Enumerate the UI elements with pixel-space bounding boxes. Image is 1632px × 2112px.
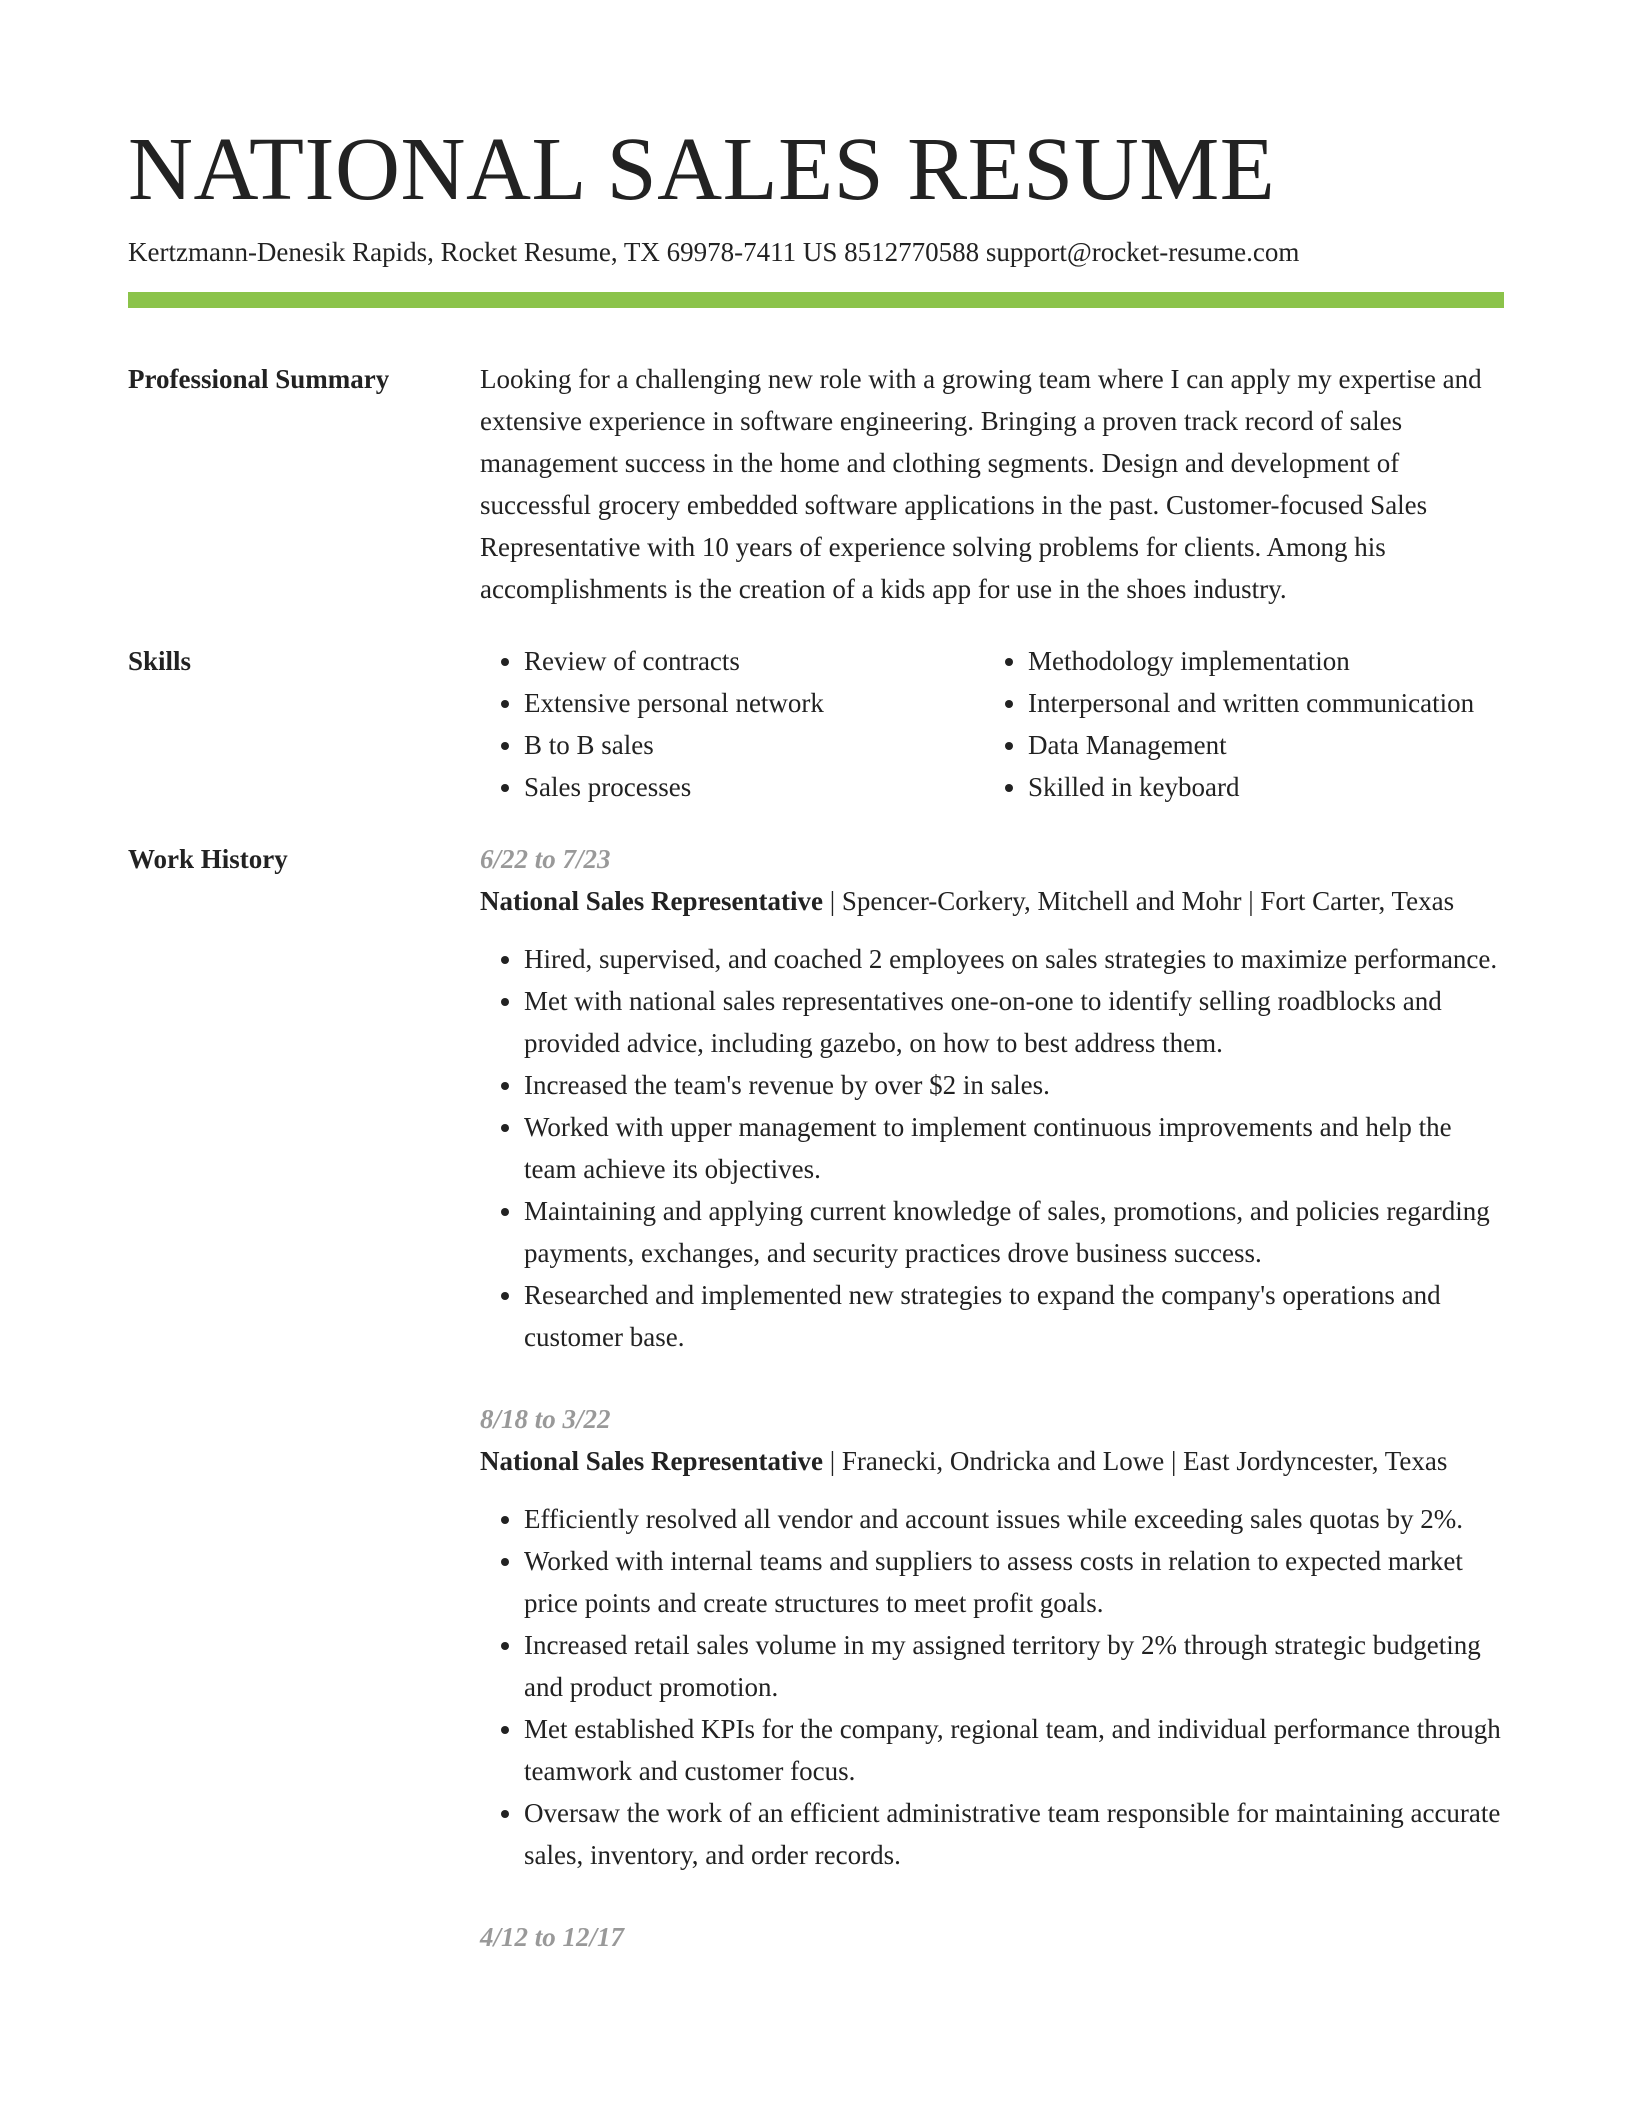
job-title: National Sales Representative xyxy=(480,1446,823,1476)
job-heading xyxy=(480,1440,1504,1482)
contact-line: Kertzmann-Denesik Rapids, Rocket Resume, TX 69978-7411 US 8512770588 support@rocket-resume.com xyxy=(128,237,1300,267)
job-heading xyxy=(480,880,1504,922)
skills-section xyxy=(128,640,1504,808)
job-separator: | xyxy=(822,1446,842,1476)
section-label-summary: Professional Summary xyxy=(128,364,390,394)
job-bullet: • Hired, supervised, and coached 2 employees on sales strategies to maximize performance. xyxy=(524,938,1504,980)
skill-item: • B to B sales xyxy=(524,724,984,766)
section-label-work-history: Work History xyxy=(128,844,288,874)
job-dates: 8/18 to 3/22 xyxy=(480,1404,611,1434)
skills-column-left xyxy=(480,640,984,808)
skill-item: • Data Management xyxy=(1028,724,1474,766)
job-bullet: • Maintaining and applying current knowledge of sales, promotions, and policies regarding payments, exchanges, and security practices drove business success. xyxy=(524,1190,1504,1274)
professional-summary-section xyxy=(128,358,1504,610)
skill-item: • Interpersonal and written communication xyxy=(1028,682,1474,724)
job-bullet: • Met established KPIs for the company, regional team, and individual performance through teamwork and customer focus. xyxy=(524,1708,1504,1792)
job-dates: 4/12 to 12/17 xyxy=(480,1922,625,1952)
job-bullets xyxy=(480,1498,1504,1876)
job-details: Franecki, Ondricka and Lowe | East Jordyncester, Texas xyxy=(841,1446,1448,1476)
header-divider xyxy=(128,292,1504,308)
job-details: Spencer-Corkery, Mitchell and Mohr | Fort Carter, Texas xyxy=(841,886,1455,916)
job-title: National Sales Representative xyxy=(480,886,823,916)
resume-page xyxy=(128,118,1504,1998)
job-bullet: • Researched and implemented new strategies to expand the company's operations and customer base. xyxy=(524,1274,1504,1358)
skill-item: • Methodology implementation xyxy=(1028,640,1474,682)
skill-item: • Sales processes xyxy=(524,766,984,808)
summary-text: Looking for a challenging new role with a growing team where I can apply my expertise and extensive experience in software engineering. Bringing a proven track record of sales management success in the home and clothing segments. Design and development of successful grocery embedded software applications in the past. Customer-focused Sales Representative with 10 years of experience solving problems for clients. Among his accomplishments is the creation of a kids app for use in the shoes industry. xyxy=(480,364,1482,604)
skill-item: • Review of contracts xyxy=(524,640,984,682)
job-dates: 6/22 to 7/23 xyxy=(480,844,611,874)
skill-item: • Extensive personal network xyxy=(524,682,984,724)
job-bullet: • Worked with upper management to implement continuous improvements and help the team achieve its objectives. xyxy=(524,1106,1504,1190)
job-separator: | xyxy=(822,886,842,916)
job-bullet: • Oversaw the work of an efficient administrative team responsible for maintaining accurate sales, inventory, and order records. xyxy=(524,1792,1504,1876)
section-label-skills: Skills xyxy=(128,646,192,676)
job-bullets xyxy=(480,938,1504,1358)
job-entry xyxy=(480,1398,1504,1876)
job-entry xyxy=(480,838,1504,1358)
job-bullet: • Worked with internal teams and suppliers to assess costs in relation to expected market price points and create structures to meet profit goals. xyxy=(524,1540,1504,1624)
job-bullet: • Increased retail sales volume in my assigned territory by 2% through strategic budgeting and product promotion. xyxy=(524,1624,1504,1708)
skill-item: • Skilled in keyboard xyxy=(1028,766,1474,808)
job-bullet: • Met with national sales representatives one-on-one to identify selling roadblocks and provided advice, including gazebo, on how to best address them. xyxy=(524,980,1504,1064)
job-bullet: • Increased the team's revenue by over $2 in sales. xyxy=(524,1064,1504,1106)
resume-title: NATIONAL SALES RESUME xyxy=(128,120,1276,219)
work-history-section xyxy=(128,838,1504,1998)
skills-column-right xyxy=(984,640,1474,808)
job-bullet: • Efficiently resolved all vendor and account issues while exceeding sales quotas by 2%. xyxy=(524,1498,1504,1540)
job-entry xyxy=(480,1916,1504,1958)
skills-grid xyxy=(480,640,1504,808)
